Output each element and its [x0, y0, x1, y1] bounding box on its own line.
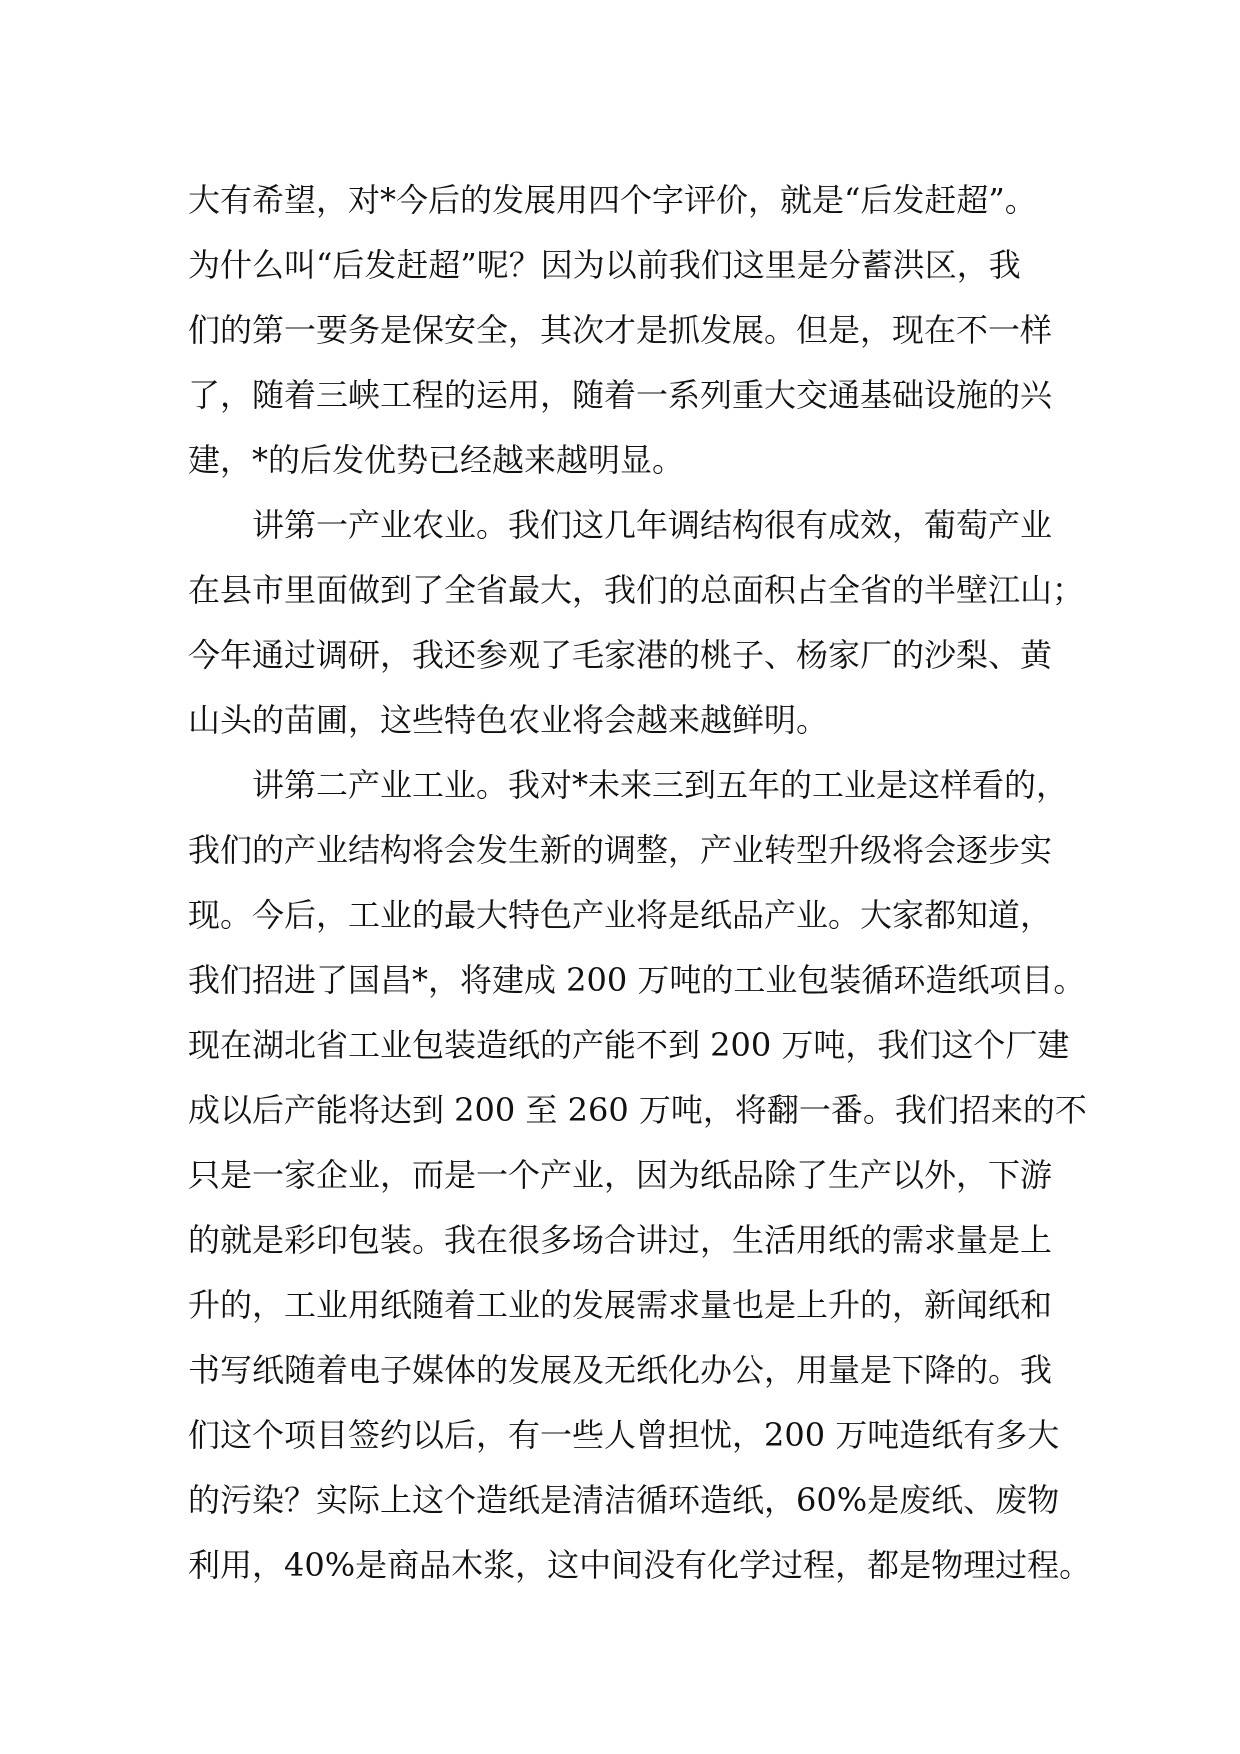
- text-line: 为什么叫“后发赶超”呢？因为以前我们这里是分蓄洪区，我: [188, 246, 1021, 284]
- paragraph-2: [188, 493, 1088, 753]
- text-line: 现。今后，工业的最大特色产业将是纸品产业。大家都知道，: [188, 896, 1053, 934]
- text-line: 我们招进了国昌*，将建成 200 万吨的工业包装循环造纸项目。: [188, 961, 1086, 999]
- text-line: 们的第一要务是保安全，其次才是抓发展。但是，现在不一样: [188, 311, 1053, 349]
- text-line: 建，*的后发优势已经越来越明显。: [188, 441, 685, 479]
- text-line: 书写纸随着电子媒体的发展及无纸化办公，用量是下降的。我: [188, 1351, 1053, 1389]
- text-line: 成以后产能将达到 200 至 260 万吨，将翻一番。我们招来的不: [188, 1091, 1087, 1129]
- text-line: 今年通过调研，我还参观了毛家港的桃子、杨家厂的沙梨、黄: [188, 636, 1053, 674]
- text-line: 的污染？实际上这个造纸是清洁循环造纸，60%是废纸、废物: [188, 1481, 1060, 1519]
- paragraph-1: [188, 168, 1088, 493]
- text-line: 山头的苗圃，这些特色农业将会越来越鲜明。: [188, 701, 829, 739]
- text-line: 的就是彩印包装。我在很多场合讲过，生活用纸的需求量是上: [188, 1221, 1053, 1259]
- text-line: 升的，工业用纸随着工业的发展需求量也是上升的，新闻纸和: [188, 1286, 1053, 1324]
- text-line: 只是一家企业，而是一个产业，因为纸品除了生产以外，下游: [188, 1156, 1053, 1194]
- document-body: [188, 168, 1092, 1598]
- text-line: 讲第二产业工业。我对*未来三到五年的工业是这样看的，: [252, 766, 1069, 804]
- paragraph-3: [188, 753, 1092, 1598]
- text-line: 在县市里面做到了全省最大，我们的总面积占全省的半壁江山；: [188, 571, 1085, 609]
- text-line: 们这个项目签约以后，有一些人曾担忧，200 万吨造纸有多大: [188, 1416, 1060, 1454]
- text-line: 我们的产业结构将会发生新的调整，产业转型升级将会逐步实: [188, 831, 1053, 869]
- text-line: 现在湖北省工业包装造纸的产能不到 200 万吨，我们这个厂建: [188, 1026, 1070, 1064]
- text-line: 大有希望，对*今后的发展用四个字评价，就是“后发赶超”。: [188, 181, 1037, 219]
- text-line: 利用，40%是商品木浆，这中间没有化学过程，都是物理过程。: [188, 1546, 1092, 1584]
- text-line: 了，随着三峡工程的运用，随着一系列重大交通基础设施的兴: [188, 376, 1053, 414]
- text-line: 讲第一产业农业。我们这几年调结构很有成效，葡萄产业: [252, 506, 1053, 544]
